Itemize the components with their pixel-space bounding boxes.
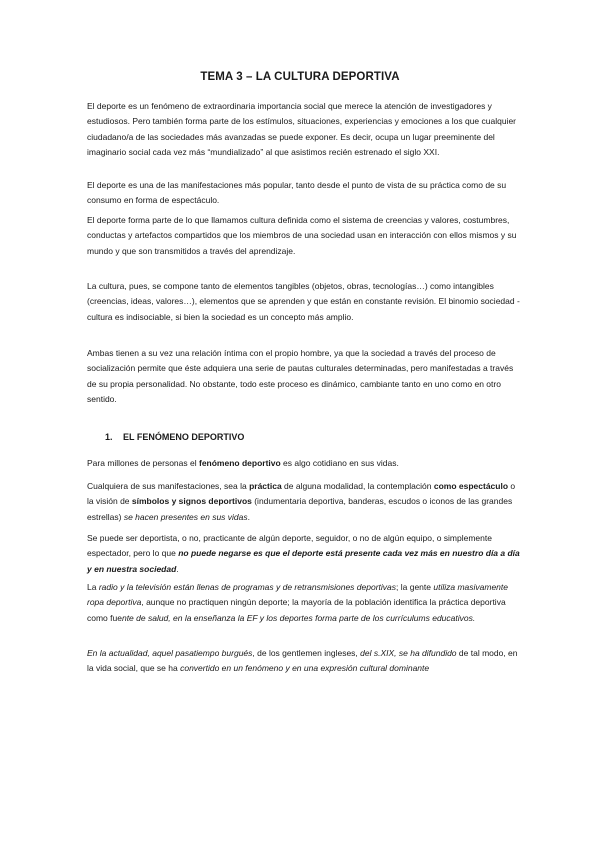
bold-text: práctica [249,481,282,491]
section-title: EL FENÓMENO DEPORTIVO [123,432,245,442]
section-number: 1. [105,432,113,442]
text-run: ; la gente [396,582,434,592]
paragraph-spectator [87,531,523,577]
text-run: Se puede ser deportista, o no, practicante de algún deporte, seguidor, o no de algún equipo, o simplemente espectador, pero lo que [87,533,495,559]
bold-text: símbolos y signos deportivos [131,496,252,507]
italic-text: radio y la televisión están llenas de programas y de retransmisiones deportivas [98,582,397,592]
paragraph-popularity: El deporte es una de las manifestaciones más popular, tanto desde el punto de vista de su práctica como de su consumo en forma de espectáculo. [87,180,507,206]
text-run: , aunque no practiquen ningún deporte; la mayoría de la población identifica la práctica deportiva como fue [87,597,509,623]
paragraph-society-relation: Ambas tienen a su vez una relación íntima con el propio hombre, ya que la sociedad a través del proceso de socialización permite que éste adquiera una serie de pautas culturales determinadas, pero manifestadas a través de su propia personalidad. No obstante, todo este proceso es dinámico, cambiante tanto en uno como en otro sentido. [87,348,514,405]
paragraph-culture-definition: El deporte forma parte de lo que llamamos cultura definida como el sistema de creencias y valores, costumbres, conductas y artefactos compartidos que los miembros de una sociedad usan en interacción con ellos mismos y su mundo y que son transmitidos a través del aprendizaje. [87,215,517,256]
text-run: es algo cotidiano en sus vidas. [280,458,399,468]
italic-text: se hacen presentes en sus vidas [123,511,248,522]
text-run: . [247,511,251,522]
paragraph-manifestations [87,479,523,525]
text-run: Para millones de personas el [87,458,199,468]
paragraph-media [87,580,523,626]
text-run: (indumentaria deportiva, banderas, escudos o iconos de las grandes estrellas) [87,496,515,522]
italic-text: nte de salud, en la enseñanza la EF y los deportes forma parte de los currículums educativos. [121,612,476,623]
text-run: de tal modo, en la vida social, que se ha [87,648,520,674]
section-heading [105,432,244,442]
paragraph-culture-elements: La cultura, pues, se compone tanto de elementos tangibles (objetos, obras, tecnologías…) como intangibles (creencias, ideas, valores…), elementos que se aprenden y que están en constante revisión. El binomio sociedad - cultura es indisociable, si bien la sociedad es un concepto más amplio. [87,281,520,322]
text-run: o la visión de [87,481,518,507]
bold-text: fenómeno deportivo [198,458,281,468]
bold-italic-text: no puede negarse es que el deporte está presente cada vez más en nuestro día a día y en nuestra sociedad [87,548,520,574]
text-run: de alguna modalidad, la contemplación [281,481,434,491]
paragraph-everyday [87,456,523,471]
paragraph-actuality [87,646,523,677]
paragraph-intro: El deporte es un fenómeno de extraordinaria importancia social que merece la atención de investigadores y estudiosos. Pero también forma parte de los estímulos, situaciones, experiencias y emociones a los que cualquier ciudadano/a de las sociedades más avanzadas se puede exponer. Es decir, ocupa un lugar preeminente del imaginario social cada vez más “mundializado” al que asistimos recién estrenado el siglo XXI. [87,101,517,158]
page-title: TEMA 3 – LA CULTURA DEPORTIVA [200,71,400,83]
italic-text: utiliza masivamente ropa deportiva [87,582,508,608]
text-run: , de los gentlemen ingleses, [252,648,361,658]
text-run: Cualquiera de sus manifestaciones, sea la [87,481,250,491]
bold-text: como espectáculo [433,481,509,491]
italic-text: convertido en un fenómeno y en una expresión cultural dominante [180,663,430,674]
text-run: La [87,582,99,592]
text-run: . [176,563,179,574]
italic-text: del s.XIX, se ha difundido [360,648,457,658]
italic-text: En la actualidad, aquel pasatiempo burgués [87,648,253,658]
